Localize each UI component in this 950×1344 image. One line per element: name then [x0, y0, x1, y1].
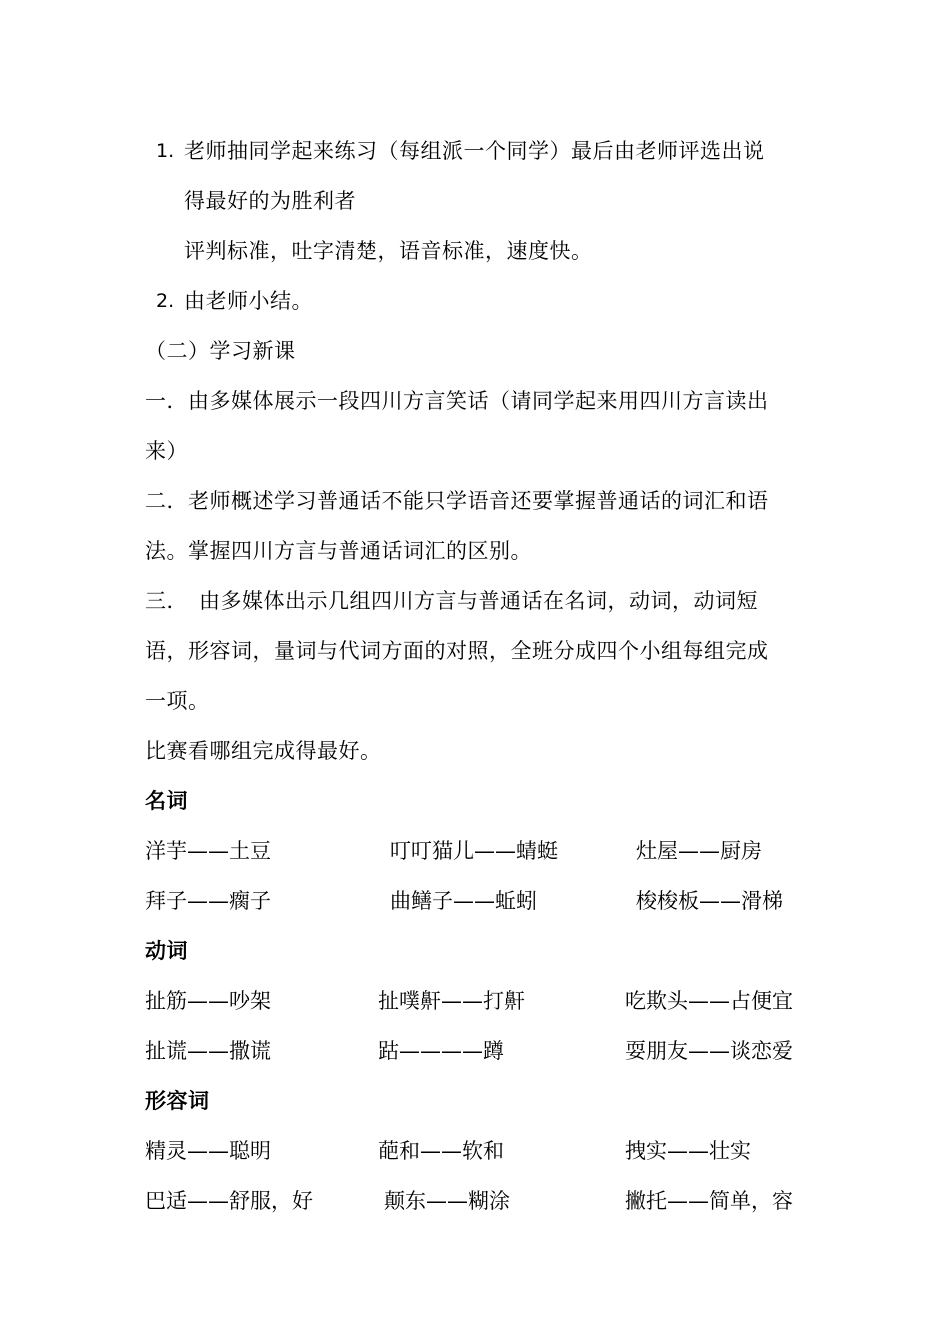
- adjectives-row-2-col-2: 颠东——糊涂: [384, 1189, 510, 1213]
- step-1-number: 1.: [156, 140, 175, 162]
- verbs-row-2-col-1: 扯谎——撒谎: [145, 1039, 271, 1063]
- adjectives-row-1-col-2: 葩和——软和: [378, 1139, 504, 1163]
- nouns-row-2-col-2: 曲鳝子——蚯蚓: [390, 889, 537, 913]
- verbs-row-2-col-3: 耍朋友——谈恋爱: [625, 1039, 793, 1063]
- group-heading-adjectives: 形容词: [145, 1089, 210, 1113]
- adjectives-row-1-col-1: 精灵——聪明: [145, 1139, 271, 1163]
- competition-line: 比赛看哪组完成得最好。: [145, 739, 382, 763]
- paragraph-3-line-1: 三． 由多媒体出示几组四川方言与普通话在名词，动词，动词短: [145, 589, 758, 613]
- verbs-row-1-col-1: 扯筋——吵架: [145, 989, 271, 1013]
- paragraph-1-line-2: 来）: [145, 439, 188, 463]
- group-heading-verbs: 动词: [145, 939, 188, 963]
- section-title: （二）学习新课: [145, 339, 296, 363]
- nouns-row-2-col-3: 梭梭板——滑梯: [636, 889, 783, 913]
- nouns-row-1-col-2: 叮叮猫儿——蜻蜓: [390, 839, 558, 863]
- paragraph-3-line-2: 语，形容词，量词与代词方面的对照，全班分成四个小组每组完成: [145, 639, 769, 663]
- paragraph-3-line-3: 一项。: [145, 689, 210, 713]
- nouns-row-1-col-3: 灶屋——厨房: [636, 839, 762, 863]
- adjectives-row-1-col-3: 拽实——壮实: [625, 1139, 751, 1163]
- step-1-line-3: 评判标准，吐字清楚，语音标准，速度快。: [184, 239, 593, 263]
- verbs-row-2-col-2: 跍————蹲: [378, 1039, 504, 1063]
- verbs-row-1-col-3: 吃欺头——占便宜: [625, 989, 793, 1013]
- paragraph-2-line-2: 法。掌握四川方言与普通话词汇的区别。: [145, 539, 532, 563]
- step-2-line-1: 由老师小结。: [184, 289, 313, 313]
- step-1-line-2: 得最好的为胜利者: [184, 189, 356, 213]
- paragraph-2-line-1: 二．老师概述学习普通话不能只学语音还要掌握普通话的词汇和语: [145, 489, 769, 513]
- nouns-row-2-col-1: 拜子——瘸子: [145, 889, 271, 913]
- verbs-row-1-col-2: 扯噗鼾——打鼾: [378, 989, 525, 1013]
- step-1-line-1: 老师抽同学起来练习（每组派一个同学）最后由老师评选出说: [184, 139, 765, 163]
- nouns-row-1-col-1: 洋芋——土豆: [145, 839, 271, 863]
- paragraph-1-line-1: 一．由多媒体展示一段四川方言笑话（请同学起来用四川方言读出: [145, 389, 769, 413]
- group-heading-nouns: 名词: [145, 789, 188, 813]
- adjectives-row-2-col-1: 巴适——舒服，好: [145, 1189, 313, 1213]
- step-2-number: 2.: [156, 290, 175, 312]
- adjectives-row-2-col-3: 撇托——简单，容: [625, 1189, 793, 1213]
